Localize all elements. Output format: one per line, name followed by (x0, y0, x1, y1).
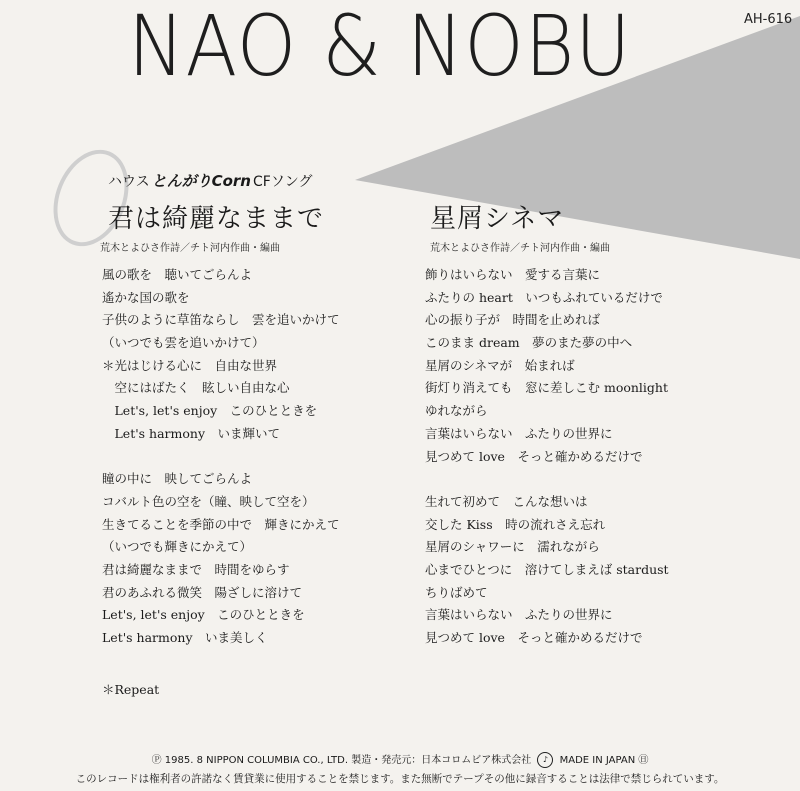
lyric-line: 交した Kiss 時の流れさえ忘れ (425, 516, 606, 532)
lyric-line: 瞳の中に 映してごらんよ (102, 471, 253, 487)
lyric-line: 空にはばたく 眩しい自由な心 (102, 380, 290, 396)
lyric-line: 君は綺麗なままで 時間をゆらす (102, 561, 290, 577)
footer-copyright (0, 751, 800, 768)
left-song-title: 君は綺麗なままで (108, 204, 325, 234)
lyric-line: Let's, let's enjoy このひとときを (102, 403, 318, 419)
lyric-line: 心の振り子が 時間を止めれば (425, 312, 601, 328)
cf-prefix: ハウス (108, 174, 150, 190)
lyric-line: 風の歌を 聴いてごらんよ (102, 267, 253, 282)
lyric-line: ふたりの heart いつもふれているだけで (425, 289, 663, 305)
lyric-line: Let's harmony いま輝いて (102, 425, 281, 441)
lyric-line: このまま dream 夢のまた夢の中へ (425, 335, 633, 351)
lyric-line: 遙かな国の歌を (102, 289, 190, 305)
lyric-line: コバルト色の空を（瞳、映して空を） (102, 493, 315, 509)
lyric-line: 見つめて love そっと確かめるだけで (425, 630, 643, 645)
lyric-line: Let's, let's enjoy このひとときを (102, 607, 305, 623)
lyric-line: （いつでも輝きにかえて） (102, 539, 253, 555)
footer-made-in: MADE IN JAPAN ㊐ (559, 755, 649, 766)
lyric-line: 言葉はいらない ふたりの世界に (425, 607, 613, 623)
lyric-line: 君のあふれる微笑 陽ざしに溶けて (102, 584, 303, 600)
lyric-line: ＊光はじける心に 自由な世界 (102, 357, 278, 373)
lyric-line: 心までひとつに 溶けてしまえば stardust (425, 561, 669, 577)
lyric-line: （いつでも雲を追いかけて） (102, 335, 265, 351)
lyric-line: 子供のように草笛ならし 雲を追いかけて (102, 312, 340, 328)
artist-title: NAO & NOBU (128, 0, 632, 95)
catalog-number: AH-616 (744, 12, 793, 27)
lyric-line: 星屑のシャワーに 濡れながら (425, 539, 600, 555)
lyric-line: ゆれながら (425, 403, 488, 419)
footer-publisher: Ⓟ 1985. 8 NIPPON COLUMBIA CO., LTD. 製造・発売元：日本コロムビア株式会社 (151, 755, 532, 766)
right-song-title: 星屑シネマ (430, 204, 565, 234)
lyric-line: 生きてることを季節の中で 輝きにかえて (102, 516, 340, 532)
lyric-line: 飾りはいらない 愛する言葉に (425, 267, 601, 282)
lyric-line: Let's harmony いま美しく (102, 630, 268, 645)
cf-brand: とんがりCorn (151, 172, 251, 190)
lyric-line: 言葉はいらない ふたりの世界に (425, 425, 613, 441)
lyric-line: 見つめて love そっと確かめるだけで (425, 448, 643, 464)
left-song-repeat: ＊Repeat (102, 682, 160, 697)
lyric-line: ちりばめて (425, 584, 488, 600)
cf-suffix: CFソング (252, 174, 313, 190)
left-song-credit: 荒木とよひさ作詩／チト河内作曲・編曲 (100, 243, 280, 254)
left-song-lyrics (102, 264, 340, 650)
footer-notice: このレコードは権利者の許諾なく賃貸業に使用することを禁じます。また無断でテープその他に録音することは法律で禁じられています。 (75, 773, 725, 785)
lyric-line: 星屑のシネマが 始まれば (425, 357, 575, 373)
columbia-logo-icon: ♪ (537, 752, 553, 768)
stanza-break (102, 446, 340, 469)
lyric-line: 街灯り消えても 窓に差しこむ moonlight (425, 380, 668, 396)
cf-song-label (108, 170, 313, 191)
right-song-credit: 荒木とよひさ作詩／チト河内作曲・編曲 (430, 243, 610, 254)
lyric-line: 生れて初めて こんな想いは (425, 493, 588, 509)
right-song-lyrics (425, 264, 669, 650)
stanza-break (425, 468, 669, 491)
